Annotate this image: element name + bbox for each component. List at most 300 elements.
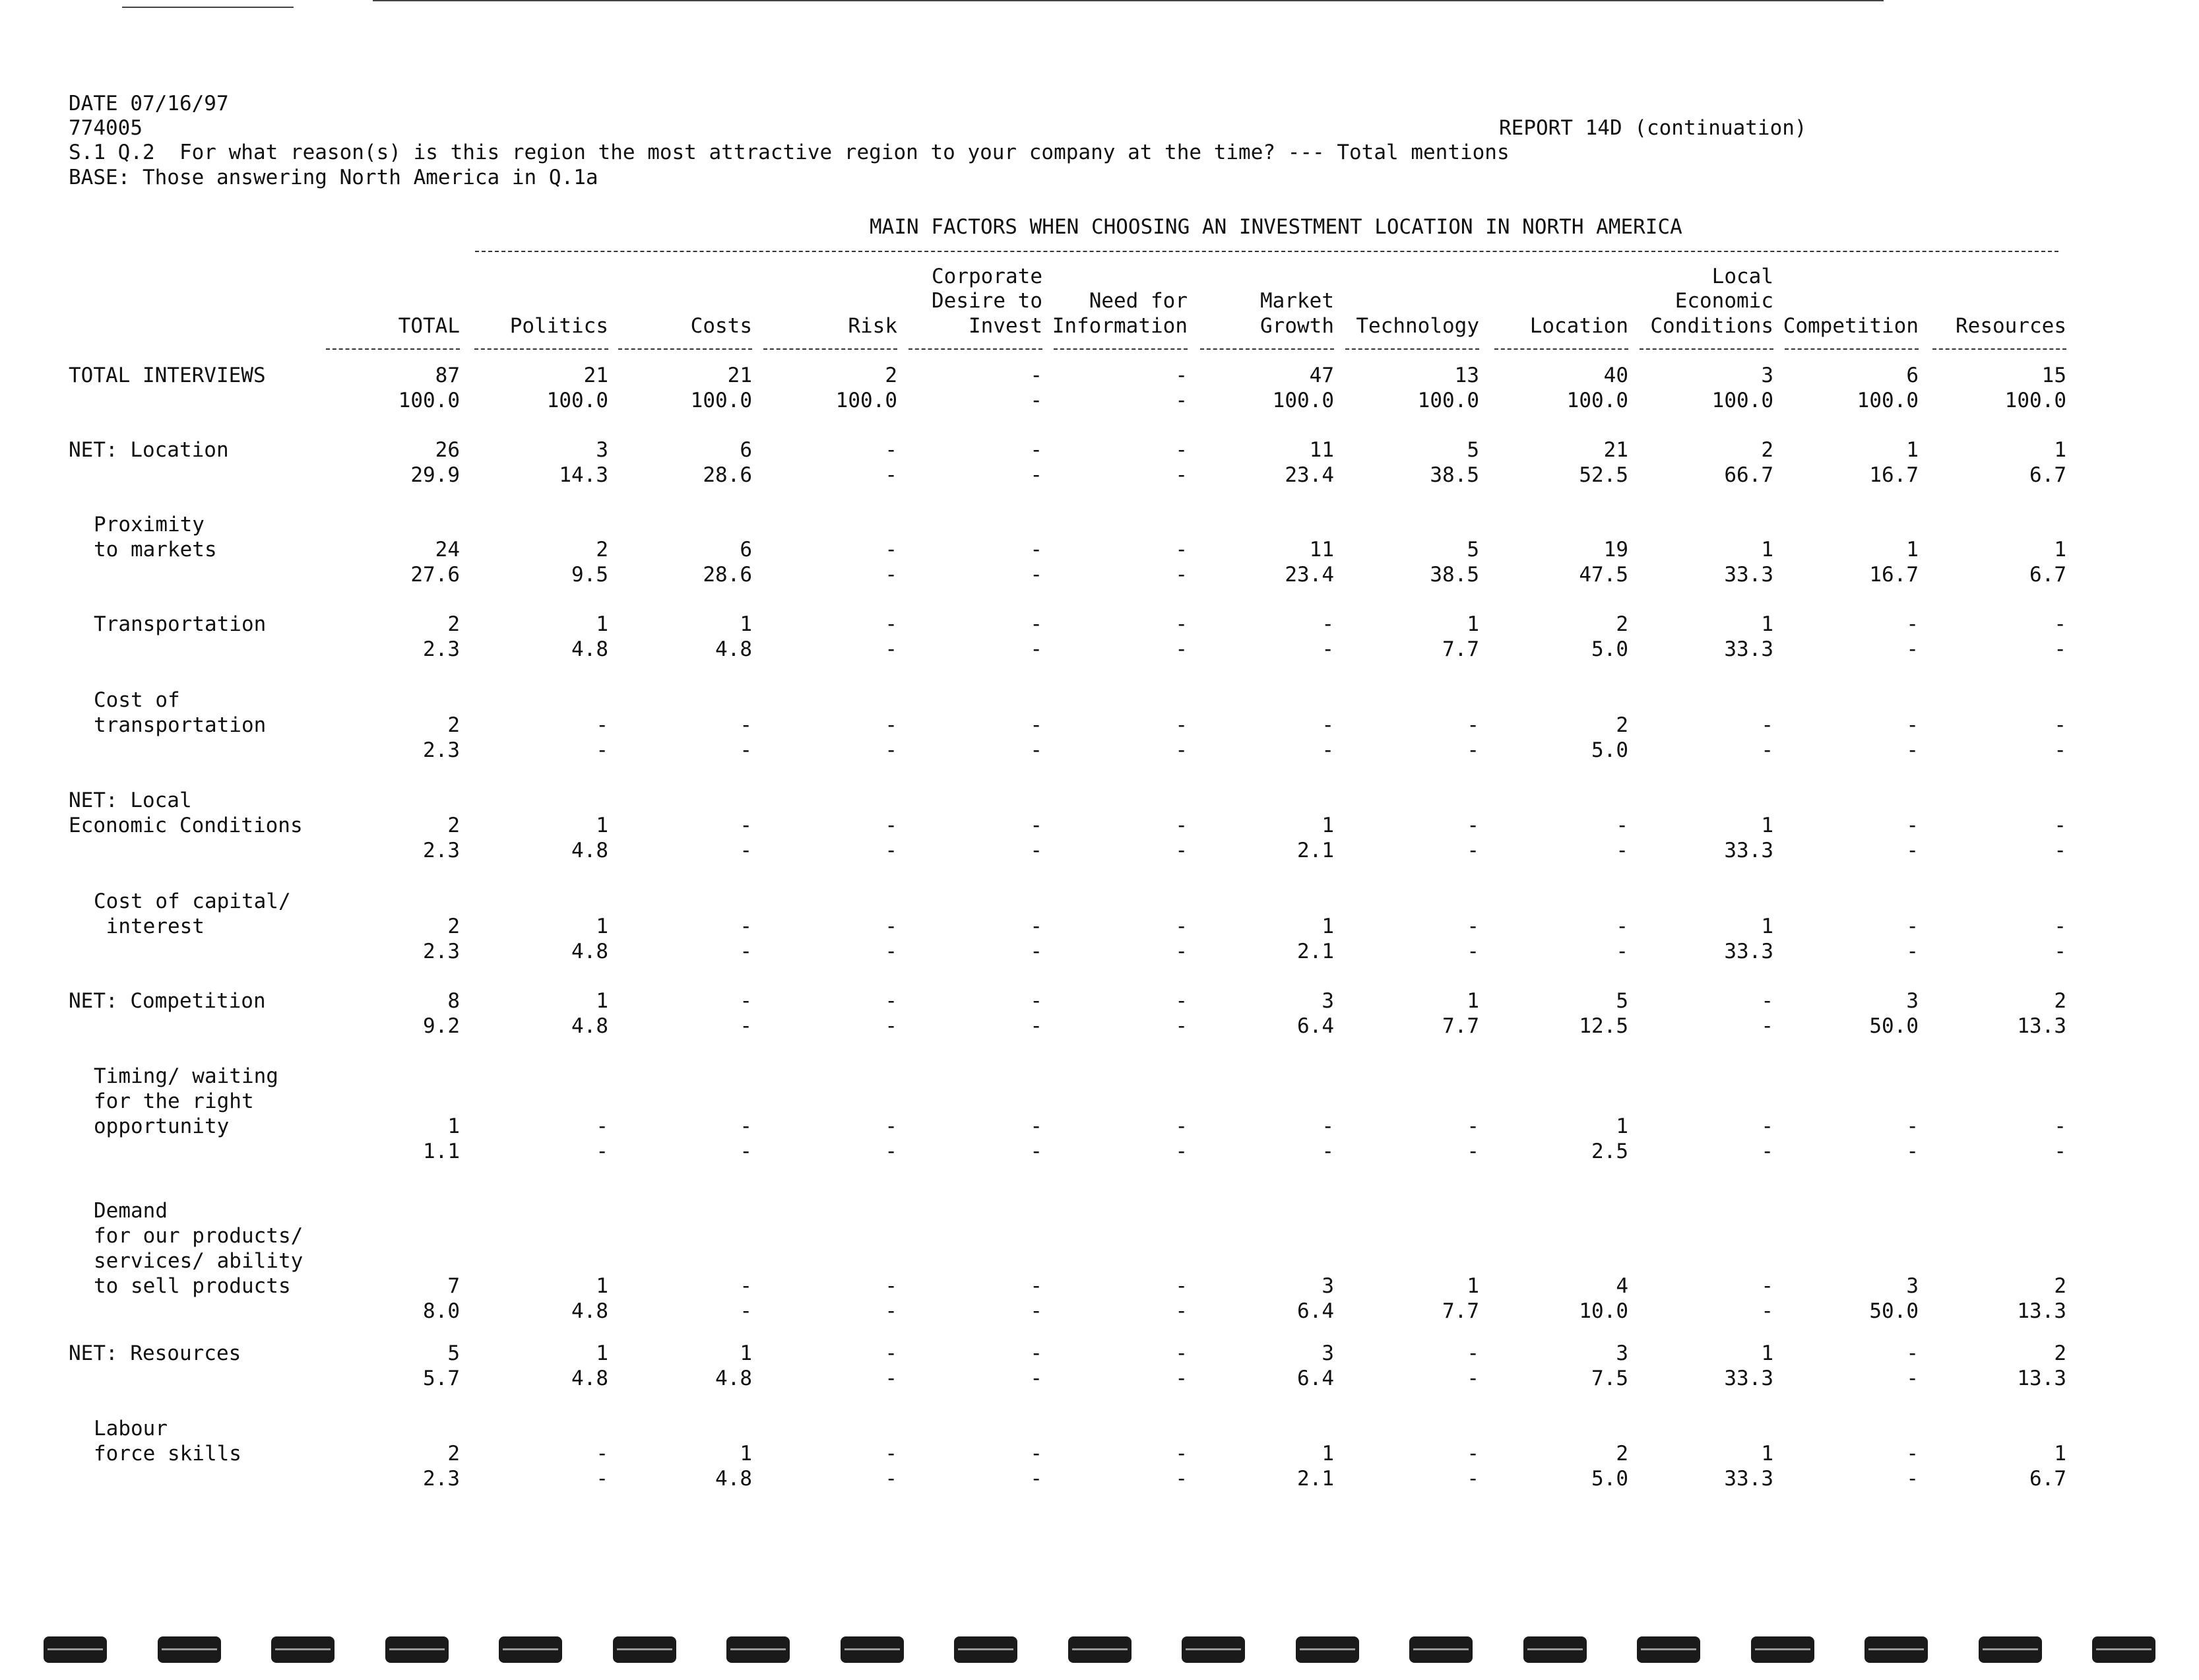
row-label: NET: Local bbox=[69, 789, 192, 812]
cell-count: - bbox=[885, 915, 897, 938]
cell-percent: - bbox=[1906, 940, 1919, 963]
cell-percent: 50.0 bbox=[1869, 1014, 1919, 1038]
cell-percent: - bbox=[1616, 940, 1628, 963]
cell-count: 2 bbox=[447, 814, 460, 837]
cell-percent: 4.8 bbox=[571, 1014, 608, 1038]
cell-count: 1 bbox=[1761, 1341, 1773, 1365]
cell-percent: 2.1 bbox=[1297, 839, 1334, 862]
perforation-hole bbox=[1979, 1636, 2042, 1663]
cell-percent: 1.1 bbox=[423, 1140, 460, 1163]
cell-percent: 28.6 bbox=[703, 563, 752, 587]
cell-count: 1 bbox=[1906, 438, 1919, 462]
perforation-hole bbox=[1751, 1636, 1814, 1663]
column-header-resources: Resources bbox=[1956, 314, 2066, 338]
cell-count: 1 bbox=[1467, 989, 1479, 1013]
cell-percent: - bbox=[740, 738, 752, 762]
cell-percent: 2.3 bbox=[423, 940, 460, 963]
cell-count: - bbox=[1030, 538, 1042, 562]
cell-percent: 50.0 bbox=[1869, 1299, 1919, 1323]
row-label: TOTAL INTERVIEWS bbox=[69, 364, 266, 387]
cell-count: 2 bbox=[1616, 612, 1628, 636]
cell-count: - bbox=[1175, 538, 1188, 562]
column-header-corporate-desire: Invest bbox=[969, 314, 1042, 338]
perforation-hole bbox=[1523, 1636, 1587, 1663]
cell-count: - bbox=[1906, 612, 1919, 636]
column-header-local-economic: Local bbox=[1711, 265, 1773, 288]
cell-count: 19 bbox=[1603, 538, 1628, 562]
top-rule-left bbox=[122, 7, 294, 8]
cell-percent: 16.7 bbox=[1869, 563, 1919, 587]
cell-percent: - bbox=[1030, 389, 1042, 412]
cell-percent: - bbox=[1175, 563, 1188, 587]
cell-count: - bbox=[1030, 1341, 1042, 1365]
cell-count: 1 bbox=[1761, 1442, 1773, 1466]
cell-count: - bbox=[1467, 1115, 1479, 1138]
cell-percent: - bbox=[1175, 738, 1188, 762]
cell-percent: 100.0 bbox=[398, 389, 460, 412]
cell-count: 6 bbox=[740, 438, 752, 462]
cell-percent: - bbox=[740, 839, 752, 862]
cell-count: - bbox=[596, 713, 608, 737]
column-header-need-info: Information bbox=[1052, 314, 1188, 338]
cell-percent: - bbox=[885, 1140, 897, 1163]
cell-count: - bbox=[1616, 814, 1628, 837]
cell-count: - bbox=[1175, 1442, 1188, 1466]
cell-percent: - bbox=[1616, 839, 1628, 862]
cell-count: 3 bbox=[1616, 1341, 1628, 1365]
cell-count: 87 bbox=[435, 364, 460, 387]
cell-percent: - bbox=[1030, 1140, 1042, 1163]
row-label: Demand bbox=[94, 1199, 168, 1223]
column-header-technology: Technology bbox=[1356, 314, 1479, 338]
cell-count: - bbox=[885, 612, 897, 636]
cell-percent: 4.8 bbox=[715, 637, 752, 661]
cell-percent: 12.5 bbox=[1579, 1014, 1628, 1038]
cell-percent: - bbox=[1175, 839, 1188, 862]
cell-count: 5 bbox=[447, 1341, 460, 1365]
cell-percent: - bbox=[885, 1299, 897, 1323]
cell-percent: - bbox=[1175, 1014, 1188, 1038]
cell-count: - bbox=[1467, 1341, 1479, 1365]
cell-count: 1 bbox=[596, 612, 608, 636]
cell-percent: - bbox=[596, 1140, 608, 1163]
cell-count: - bbox=[1030, 989, 1042, 1013]
perforation-hole bbox=[1637, 1636, 1700, 1663]
column-header-corporate-desire: Corporate bbox=[932, 265, 1042, 288]
cell-count: - bbox=[1175, 364, 1188, 387]
cell-percent: - bbox=[740, 940, 752, 963]
cell-percent: 5.0 bbox=[1591, 738, 1628, 762]
column-header-total: TOTAL bbox=[398, 314, 460, 338]
cell-percent: 2.1 bbox=[1297, 940, 1334, 963]
cell-count: - bbox=[885, 438, 897, 462]
cell-count: 1 bbox=[1761, 538, 1773, 562]
cell-percent: 7.7 bbox=[1442, 637, 1479, 661]
cell-count: 1 bbox=[447, 1115, 460, 1138]
cell-percent: - bbox=[885, 1367, 897, 1390]
cell-count: 3 bbox=[1906, 1274, 1919, 1298]
cell-percent: - bbox=[2054, 738, 2066, 762]
cell-percent: - bbox=[596, 738, 608, 762]
cell-count: - bbox=[740, 915, 752, 938]
row-label: transportation bbox=[94, 713, 267, 737]
cell-percent: - bbox=[1906, 1140, 1919, 1163]
column-header-market-growth: Growth bbox=[1260, 314, 1334, 338]
cell-percent: 4.8 bbox=[571, 1299, 608, 1323]
cell-percent: 100.0 bbox=[2004, 389, 2066, 412]
cell-count: 7 bbox=[447, 1274, 460, 1298]
cell-percent: 7.7 bbox=[1442, 1299, 1479, 1323]
cell-percent: - bbox=[885, 940, 897, 963]
cell-count: 1 bbox=[2054, 538, 2066, 562]
cell-count: 3 bbox=[1906, 989, 1919, 1013]
cell-count: 2 bbox=[1761, 438, 1773, 462]
cell-percent: 2.1 bbox=[1297, 1467, 1334, 1491]
perforation-hole bbox=[385, 1636, 449, 1663]
cell-count: 5 bbox=[1467, 538, 1479, 562]
cell-percent: - bbox=[1761, 1014, 1773, 1038]
cell-percent: - bbox=[1467, 1467, 1479, 1491]
cell-count: 6 bbox=[740, 538, 752, 562]
cell-count: - bbox=[1906, 1442, 1919, 1466]
cell-percent: 66.7 bbox=[1724, 463, 1773, 487]
cell-count: - bbox=[1906, 1115, 1919, 1138]
cell-count: 1 bbox=[740, 1442, 752, 1466]
cell-percent: 4.8 bbox=[715, 1367, 752, 1390]
cell-percent: 29.9 bbox=[410, 463, 460, 487]
banner-rule bbox=[475, 251, 2058, 252]
cell-count: - bbox=[885, 1341, 897, 1365]
perforation-hole bbox=[1068, 1636, 1131, 1663]
cell-percent: - bbox=[1906, 839, 1919, 862]
row-label: Transportation bbox=[94, 612, 267, 636]
cell-count: - bbox=[1467, 915, 1479, 938]
cell-percent: - bbox=[2054, 637, 2066, 661]
cell-count: 24 bbox=[435, 538, 460, 562]
cell-count: 1 bbox=[596, 989, 608, 1013]
cell-percent: - bbox=[1467, 738, 1479, 762]
perforation-hole bbox=[2092, 1636, 2155, 1663]
cell-percent: - bbox=[1030, 563, 1042, 587]
cell-percent: - bbox=[1761, 738, 1773, 762]
cell-percent: 33.3 bbox=[1724, 1467, 1773, 1491]
cell-percent: - bbox=[885, 463, 897, 487]
column-header-underline bbox=[1932, 348, 2066, 350]
cell-percent: 7.5 bbox=[1591, 1367, 1628, 1390]
column-header-location: Location bbox=[1529, 314, 1628, 338]
cell-count: - bbox=[2054, 1115, 2066, 1138]
cell-count: - bbox=[1030, 1442, 1042, 1466]
cell-percent: 100.0 bbox=[1711, 389, 1773, 412]
perforation-hole bbox=[158, 1636, 221, 1663]
cell-percent: - bbox=[1467, 1140, 1479, 1163]
cell-count: 1 bbox=[1906, 538, 1919, 562]
column-header-underline bbox=[1640, 348, 1773, 350]
cell-percent: 27.6 bbox=[410, 563, 460, 587]
row-label: Economic Conditions bbox=[69, 814, 303, 837]
cell-percent: 100.0 bbox=[546, 389, 608, 412]
cell-count: - bbox=[1467, 814, 1479, 837]
cell-percent: - bbox=[885, 563, 897, 587]
row-label: services/ ability bbox=[94, 1249, 303, 1273]
cell-count: 2 bbox=[447, 1442, 460, 1466]
cell-percent: 4.8 bbox=[571, 637, 608, 661]
cell-count: - bbox=[1322, 713, 1334, 737]
cell-percent: - bbox=[1761, 1299, 1773, 1323]
cell-count: - bbox=[1030, 1274, 1042, 1298]
cell-count: - bbox=[1175, 1341, 1188, 1365]
row-label: NET: Resources bbox=[69, 1341, 241, 1365]
perforation-hole bbox=[271, 1636, 335, 1663]
column-header-corporate-desire: Desire to bbox=[932, 289, 1042, 313]
column-header-underline bbox=[618, 348, 752, 350]
cell-percent: - bbox=[1467, 940, 1479, 963]
cell-percent: 33.3 bbox=[1724, 839, 1773, 862]
row-label: force skills bbox=[94, 1442, 241, 1466]
cell-percent: - bbox=[885, 738, 897, 762]
cell-count: 15 bbox=[2041, 364, 2066, 387]
cell-percent: 100.0 bbox=[1272, 389, 1334, 412]
cell-count: 2 bbox=[2054, 1341, 2066, 1365]
perforation-hole bbox=[726, 1636, 790, 1663]
cell-percent: - bbox=[1906, 1367, 1919, 1390]
cell-percent: - bbox=[1030, 1367, 1042, 1390]
cell-percent: - bbox=[1030, 738, 1042, 762]
report-id: REPORT 14D (continuation) bbox=[1499, 116, 1807, 140]
cell-percent: 6.7 bbox=[2029, 563, 2066, 587]
column-header-underline bbox=[763, 348, 897, 350]
cell-count: 2 bbox=[447, 713, 460, 737]
cell-percent: 9.2 bbox=[423, 1014, 460, 1038]
column-header-risk: Risk bbox=[848, 314, 897, 338]
cell-percent: - bbox=[1467, 839, 1479, 862]
cell-percent: - bbox=[596, 1467, 608, 1491]
cell-percent: 47.5 bbox=[1579, 563, 1628, 587]
cell-percent: - bbox=[2054, 1140, 2066, 1163]
perforation-hole bbox=[1409, 1636, 1473, 1663]
cell-count: - bbox=[740, 713, 752, 737]
cell-count: 5 bbox=[1616, 989, 1628, 1013]
cell-count: - bbox=[885, 989, 897, 1013]
cell-count: 21 bbox=[727, 364, 752, 387]
cell-count: - bbox=[1322, 612, 1334, 636]
top-rule-right bbox=[373, 0, 1884, 1]
perforation-hole bbox=[841, 1636, 904, 1663]
cell-count: - bbox=[1906, 915, 1919, 938]
row-label: to sell products bbox=[94, 1274, 291, 1298]
cell-count: - bbox=[1030, 713, 1042, 737]
cell-percent: - bbox=[1175, 940, 1188, 963]
cell-percent: 23.4 bbox=[1285, 563, 1334, 587]
column-header-local-economic: Economic bbox=[1674, 289, 1773, 313]
cell-percent: 8.0 bbox=[423, 1299, 460, 1323]
cell-percent: - bbox=[1175, 1299, 1188, 1323]
cell-percent: - bbox=[1906, 1467, 1919, 1491]
row-label: for our products/ bbox=[94, 1224, 303, 1248]
cell-percent: 100.0 bbox=[1417, 389, 1479, 412]
cell-count: - bbox=[885, 814, 897, 837]
cell-percent: - bbox=[1175, 389, 1188, 412]
cell-count: - bbox=[1175, 814, 1188, 837]
cell-count: 11 bbox=[1309, 438, 1334, 462]
cell-percent: 33.3 bbox=[1724, 563, 1773, 587]
cell-percent: 5.0 bbox=[1591, 1467, 1628, 1491]
cell-count: - bbox=[885, 1442, 897, 1466]
cell-count: 2 bbox=[596, 538, 608, 562]
cell-percent: 10.0 bbox=[1579, 1299, 1628, 1323]
cell-count: - bbox=[1761, 713, 1773, 737]
cell-count: 1 bbox=[1467, 612, 1479, 636]
cell-count: - bbox=[885, 1115, 897, 1138]
cell-percent: 4.8 bbox=[571, 1367, 608, 1390]
row-label: interest bbox=[94, 915, 205, 938]
column-header-underline bbox=[1200, 348, 1334, 350]
cell-count: 3 bbox=[1761, 364, 1773, 387]
cell-percent: - bbox=[1322, 738, 1334, 762]
cell-count: 1 bbox=[596, 915, 608, 938]
cell-count: - bbox=[2054, 814, 2066, 837]
cell-percent: - bbox=[885, 1467, 897, 1491]
cell-percent: 38.5 bbox=[1430, 463, 1479, 487]
cell-count: - bbox=[1030, 364, 1042, 387]
cell-percent: 6.4 bbox=[1297, 1299, 1334, 1323]
cell-count: - bbox=[1175, 713, 1188, 737]
cell-count: 1 bbox=[1761, 814, 1773, 837]
cell-count: - bbox=[2054, 713, 2066, 737]
cell-count: 2 bbox=[885, 364, 897, 387]
column-header-underline bbox=[474, 348, 608, 350]
cell-percent: 2.5 bbox=[1591, 1140, 1628, 1163]
cell-percent: 52.5 bbox=[1579, 463, 1628, 487]
cell-percent: 5.0 bbox=[1591, 637, 1628, 661]
cell-percent: - bbox=[740, 1014, 752, 1038]
cell-count: 2 bbox=[447, 915, 460, 938]
cell-count: 1 bbox=[2054, 1442, 2066, 1466]
row-label: Labour bbox=[94, 1417, 168, 1440]
cell-count: 5 bbox=[1467, 438, 1479, 462]
perforation-hole bbox=[1182, 1636, 1245, 1663]
cell-count: 3 bbox=[1322, 989, 1334, 1013]
cell-percent: - bbox=[1761, 1140, 1773, 1163]
cell-count: 2 bbox=[1616, 1442, 1628, 1466]
job-number: 774005 bbox=[69, 116, 143, 140]
column-header-underline bbox=[1785, 348, 1919, 350]
cell-count: 3 bbox=[596, 438, 608, 462]
cell-percent: 13.3 bbox=[2017, 1367, 2066, 1390]
column-header-politics: Politics bbox=[509, 314, 608, 338]
cell-count: - bbox=[1616, 915, 1628, 938]
row-label: to markets bbox=[94, 538, 217, 562]
cell-count: 1 bbox=[1761, 612, 1773, 636]
cell-count: 3 bbox=[1322, 1274, 1334, 1298]
cell-percent: 23.4 bbox=[1285, 463, 1334, 487]
cell-count: - bbox=[1030, 915, 1042, 938]
column-header-underline bbox=[326, 348, 460, 350]
cell-count: 2 bbox=[2054, 989, 2066, 1013]
perforation-hole bbox=[499, 1636, 562, 1663]
cell-percent: - bbox=[2054, 839, 2066, 862]
cell-count: 1 bbox=[1322, 915, 1334, 938]
cell-percent: 100.0 bbox=[835, 389, 897, 412]
cell-percent: - bbox=[885, 637, 897, 661]
cell-count: - bbox=[1761, 1274, 1773, 1298]
cell-percent: - bbox=[1175, 1367, 1188, 1390]
cell-percent: 16.7 bbox=[1869, 463, 1919, 487]
row-label: for the right bbox=[94, 1089, 254, 1113]
cell-count: - bbox=[2054, 915, 2066, 938]
row-label: Proximity bbox=[94, 513, 205, 536]
cell-percent: - bbox=[1467, 1367, 1479, 1390]
perforation-hole bbox=[954, 1636, 1017, 1663]
row-label: NET: Competition bbox=[69, 989, 266, 1013]
cell-count: - bbox=[1175, 915, 1188, 938]
cell-percent: 13.3 bbox=[2017, 1014, 2066, 1038]
row-label: NET: Location bbox=[69, 438, 229, 462]
cell-count: 1 bbox=[1761, 915, 1773, 938]
cell-count: - bbox=[1175, 1274, 1188, 1298]
cell-count: - bbox=[1906, 713, 1919, 737]
cell-percent: 2.3 bbox=[423, 1467, 460, 1491]
column-header-underline bbox=[908, 348, 1042, 350]
cell-percent: 100.0 bbox=[1566, 389, 1628, 412]
cell-percent: - bbox=[1322, 1140, 1334, 1163]
cell-percent: 4.8 bbox=[715, 1467, 752, 1491]
cell-count: - bbox=[1322, 1115, 1334, 1138]
cell-percent: 2.3 bbox=[423, 637, 460, 661]
cell-percent: 100.0 bbox=[1857, 389, 1919, 412]
cell-percent: - bbox=[1906, 637, 1919, 661]
cell-count: - bbox=[1467, 713, 1479, 737]
cell-percent: - bbox=[1175, 1140, 1188, 1163]
cell-count: 1 bbox=[1322, 1442, 1334, 1466]
perforation-hole bbox=[44, 1636, 107, 1663]
cell-count: - bbox=[1761, 1115, 1773, 1138]
cell-count: 11 bbox=[1309, 538, 1334, 562]
cell-percent: - bbox=[1322, 637, 1334, 661]
cell-count: - bbox=[740, 814, 752, 837]
cell-count: 2 bbox=[2054, 1274, 2066, 1298]
cell-count: 6 bbox=[1906, 364, 1919, 387]
cell-count: 21 bbox=[1603, 438, 1628, 462]
cell-percent: - bbox=[1030, 637, 1042, 661]
cell-percent: - bbox=[1175, 637, 1188, 661]
cell-percent: - bbox=[1175, 463, 1188, 487]
perforation-hole bbox=[1864, 1636, 1928, 1663]
cell-percent: 6.4 bbox=[1297, 1367, 1334, 1390]
column-header-underline bbox=[1345, 348, 1479, 350]
cell-count: - bbox=[1761, 989, 1773, 1013]
column-header-underline bbox=[1054, 348, 1188, 350]
cell-percent: - bbox=[1175, 1467, 1188, 1491]
cell-count: 1 bbox=[1616, 1115, 1628, 1138]
cell-count: - bbox=[1906, 1341, 1919, 1365]
cell-percent: - bbox=[2054, 940, 2066, 963]
base-text: BASE: Those answering North America in Q.1a bbox=[69, 166, 598, 189]
cell-count: 13 bbox=[1454, 364, 1479, 387]
cell-percent: - bbox=[1030, 1014, 1042, 1038]
cell-percent: - bbox=[740, 1140, 752, 1163]
cell-percent: 4.8 bbox=[571, 839, 608, 862]
cell-percent: - bbox=[740, 1299, 752, 1323]
cell-count: 2 bbox=[1616, 713, 1628, 737]
cell-count: 1 bbox=[740, 612, 752, 636]
cell-percent: 14.3 bbox=[559, 463, 608, 487]
cell-count: - bbox=[596, 1115, 608, 1138]
column-header-market-growth: Market bbox=[1260, 289, 1334, 313]
cell-count: - bbox=[1030, 814, 1042, 837]
row-label: Cost of bbox=[94, 688, 180, 712]
cell-percent: 28.6 bbox=[703, 463, 752, 487]
